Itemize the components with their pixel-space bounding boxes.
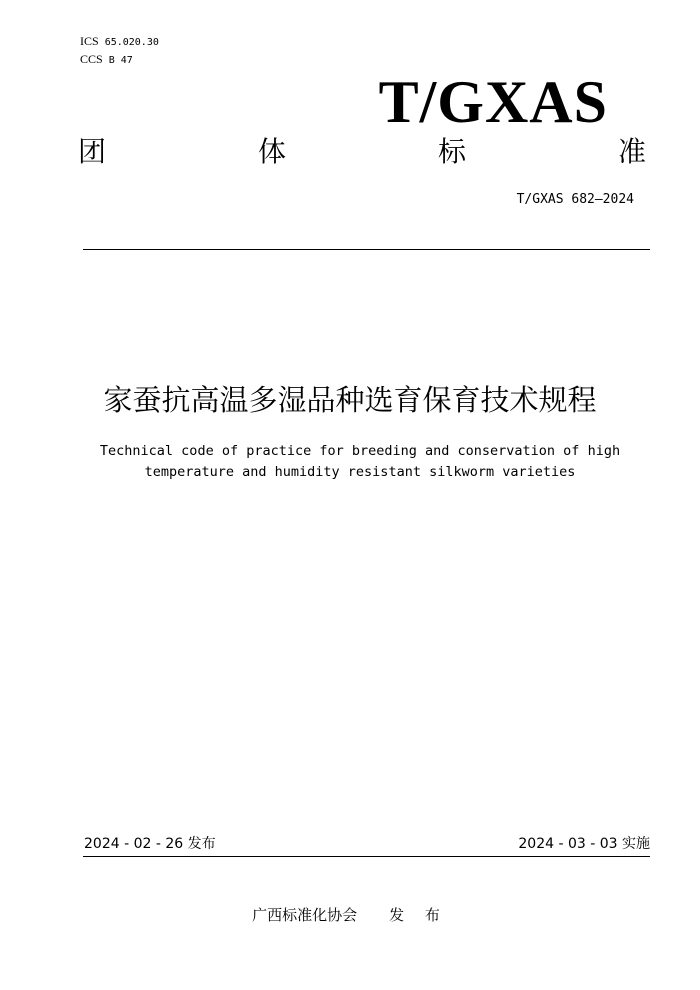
issuing-organization xyxy=(0,905,700,925)
english-title xyxy=(60,441,660,483)
issuer-name: 广西标准化协会 xyxy=(252,906,358,924)
ics-code: 65.020.30 xyxy=(104,37,159,48)
standard-type-char: 标 xyxy=(437,135,466,168)
bottom-divider xyxy=(83,856,650,857)
standard-type-heading xyxy=(78,132,646,172)
ics-label: ICS xyxy=(80,34,99,48)
english-title-line: Technical code of practice for breeding and conservation of high xyxy=(99,443,621,459)
ccs-classification xyxy=(80,52,133,68)
chinese-title: 家蚕抗高温多湿品种选育保育技术规程 xyxy=(103,383,597,417)
standard-brand-logo: T/GXAS xyxy=(378,69,608,135)
ics-classification xyxy=(80,34,159,50)
top-divider xyxy=(83,249,650,250)
publish-date: 2024 - 02 - 26 发布 xyxy=(84,836,216,852)
issuer-action: 发 布 xyxy=(389,906,448,924)
standard-type-char: 团 xyxy=(78,135,107,168)
standard-number: T/GXAS 682—2024 xyxy=(516,192,634,207)
standard-type-char: 准 xyxy=(617,135,646,168)
ccs-label: CCS xyxy=(80,52,103,66)
standard-type-char: 体 xyxy=(257,135,286,168)
english-title-line: temperature and humidity resistant silkworm varieties xyxy=(144,464,576,480)
ccs-code: B 47 xyxy=(108,55,133,66)
implementation-date: 2024 - 03 - 03 实施 xyxy=(518,836,650,852)
